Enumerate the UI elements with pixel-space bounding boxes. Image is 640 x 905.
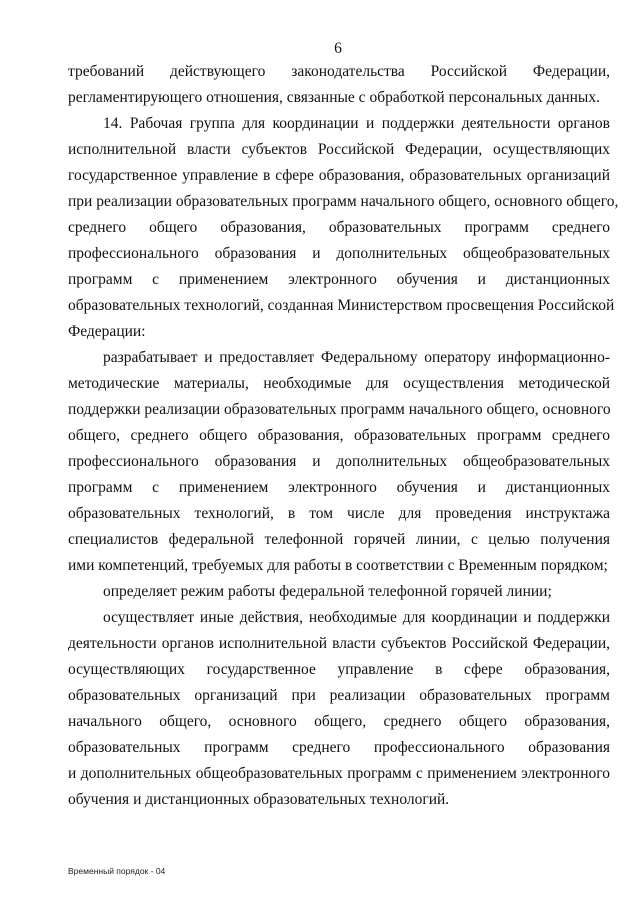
text-line: 14. Рабочая группа для координации и поддержки деятельности органов (103, 115, 610, 132)
text-line: профессионального образования и дополнительных общеобразовательных (68, 245, 610, 262)
text-line: специалистов федеральной телефонной горячей линии, с целью получения (68, 531, 610, 548)
text-line: образовательных организаций при реализации образовательных программ (68, 687, 610, 704)
text-line: профессионального образования и дополнительных общеобразовательных (68, 453, 610, 470)
text-line: образовательных технологий, созданная Министерством просвещения Российской (68, 297, 615, 314)
text-line: начального общего, основного общего, среднего общего образования, (68, 713, 610, 730)
text-line: Федерации: (68, 323, 146, 340)
text-line: исполнительной власти субъектов Российской Федерации, осуществляющих (68, 141, 610, 158)
footer-label: Временный порядок - 04 (68, 866, 166, 876)
text-line: программ с применением электронного обучения и дистанционных (68, 479, 610, 496)
text-line: государственное управление в сфере образования, образовательных организаций (68, 167, 610, 184)
text-line: общего, среднего общего образования, образовательных программ среднего (68, 427, 610, 444)
text-line: образовательных технологий, в том числе для проведения инструктажа (68, 505, 610, 522)
text-line: разрабатывает и предоставляет Федеральному оператору информационно- (103, 349, 610, 366)
text-line: и дополнительных общеобразовательных программ с применением электронного (68, 765, 610, 782)
text-line: ими компетенций, требуемых для работы в соответствии с Временным порядком; (68, 557, 608, 574)
paragraph (68, 59, 610, 111)
document-body (68, 59, 619, 813)
text-line: при реализации образовательных программ начального общего, основного общего, (68, 193, 619, 210)
text-line: образовательных программ среднего профессионального образования (68, 739, 610, 756)
paragraph (68, 345, 610, 579)
text-line: деятельности органов исполнительной власти субъектов Российской Федерации, (68, 635, 610, 652)
text-line: методические материалы, необходимые для осуществления методической (68, 375, 610, 392)
text-line: среднего общего образования, образовательных программ среднего (68, 219, 610, 236)
text-line: осуществляет иные действия, необходимые для координации и поддержки (103, 609, 610, 626)
text-line: поддержки реализации образовательных программ начального общего, основного (68, 401, 611, 418)
text-line: обучения и дистанционных образовательных технологий. (68, 791, 450, 808)
paragraph (68, 579, 610, 605)
page-number: 6 (334, 40, 342, 57)
paragraph (68, 605, 610, 813)
text-line: требований действующего законодательства Российской Федерации, (68, 63, 610, 80)
text-line: программ с применением электронного обучения и дистанционных (68, 271, 610, 288)
text-line: определяет режим работы федеральной телефонной горячей линии; (103, 583, 552, 600)
paragraph (68, 111, 619, 345)
text-line: осуществляющих государственное управление в сфере образования, (68, 661, 610, 678)
text-line: регламентирующего отношения, связанные с обработкой персональных данных. (68, 89, 600, 106)
